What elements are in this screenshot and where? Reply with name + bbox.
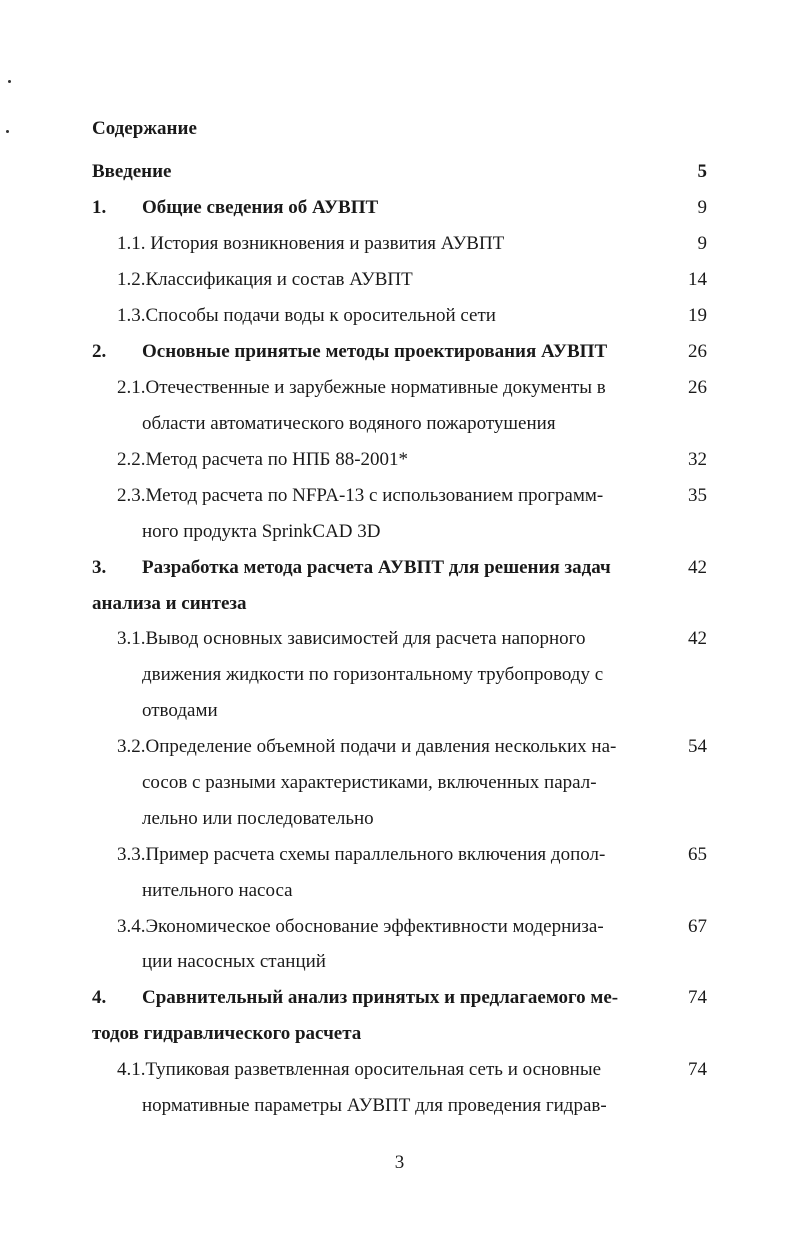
- toc-entry-text: 1.1. История возникновения и развития АУВПТ: [117, 233, 505, 254]
- toc-entry-text: Введение: [92, 161, 172, 182]
- toc-entry-text: ции насосных станций: [142, 951, 326, 972]
- toc-entry-page: 67: [688, 916, 707, 937]
- toc-entry-text: тодов гидравлического расчета: [92, 1023, 362, 1044]
- toc-entry-text: 3.1.Вывод основных зависимостей для расчета напорного: [117, 628, 586, 649]
- toc-entry-text: 2.1.Отечественные и зарубежные нормативные документы в: [117, 377, 606, 398]
- toc-entry-text: Сравнительный анализ принятых и предлагаемого ме-: [142, 987, 619, 1008]
- toc-entry-text: 3.4.Экономическое обоснование эффективности модерниза-: [117, 916, 604, 937]
- toc-entry-page: 19: [688, 305, 707, 326]
- toc-entry-page: 74: [688, 987, 707, 1008]
- toc-entry-page: 32: [688, 449, 707, 470]
- toc-entry-page: 26: [688, 377, 707, 398]
- toc-entry-page: 9: [697, 197, 707, 218]
- toc-entry-text: 1.3.Способы подачи воды к оросительной сети: [117, 305, 496, 326]
- toc-entry-text: 3.3.Пример расчета схемы параллельного включения допол-: [117, 844, 606, 865]
- scan-speck: [8, 80, 11, 83]
- toc-entry-page: 14: [688, 269, 707, 290]
- toc-entry-text: отводами: [142, 700, 218, 721]
- toc-entry-text: нормативные параметры АУВПТ для проведения гидрав-: [142, 1095, 607, 1116]
- toc-entry-page: 9: [697, 233, 707, 254]
- toc-entry-page: 74: [688, 1059, 707, 1080]
- toc-entry-text: Общие сведения об АУВПТ: [142, 197, 379, 218]
- toc-entry-text: 2.3.Метод расчета по NFPA-13 с использованием программ-: [117, 485, 604, 506]
- toc-entry-page: 35: [688, 485, 707, 506]
- toc-entry-text: области автоматического водяного пожаротушения: [142, 413, 556, 434]
- toc-entry-text: Основные принятые методы проектирования АУВПТ: [142, 341, 608, 362]
- toc-entry-text: сосов с разными характеристиками, включенных парал-: [142, 772, 597, 793]
- toc-entry-text: 1.2.Классификация и состав АУВПТ: [117, 269, 413, 290]
- toc-entry-number: 1.: [92, 197, 107, 218]
- toc-entry-page: 5: [697, 161, 707, 182]
- toc-entry-text: нительного насоса: [142, 880, 293, 901]
- toc-entry-text: Разработка метода расчета АУВПТ для решения задач: [142, 557, 611, 578]
- toc-entry-text: 4.1.Тупиковая разветвленная оросительная сеть и основные: [117, 1059, 602, 1080]
- toc-entry-page: 42: [688, 628, 707, 649]
- toc-entry-text: ного продукта SprinkCAD 3D: [142, 521, 381, 542]
- scan-speck: [6, 130, 9, 133]
- toc-entry-page: 65: [688, 844, 707, 865]
- page-number: 3: [394, 1152, 405, 1173]
- toc-heading: Содержание: [92, 118, 197, 139]
- toc-entry-text: 2.2.Метод расчета по НПБ 88-2001*: [117, 449, 409, 470]
- toc-entry-text: 3.2.Определение объемной подачи и давления нескольких на-: [117, 736, 617, 757]
- toc-entry-number: 2.: [92, 341, 107, 362]
- toc-entry-number: 3.: [92, 557, 107, 578]
- toc-entry-text: лельно или последовательно: [142, 808, 374, 829]
- toc-entry-number: 4.: [92, 987, 107, 1008]
- toc-entry-text: движения жидкости по горизонтальному трубопроводу с: [142, 664, 604, 685]
- toc-entry-page: 26: [688, 341, 707, 362]
- toc-entry-text: анализа и синтеза: [92, 593, 247, 614]
- toc-entry-page: 54: [688, 736, 707, 757]
- toc-entry-page: 42: [688, 557, 707, 578]
